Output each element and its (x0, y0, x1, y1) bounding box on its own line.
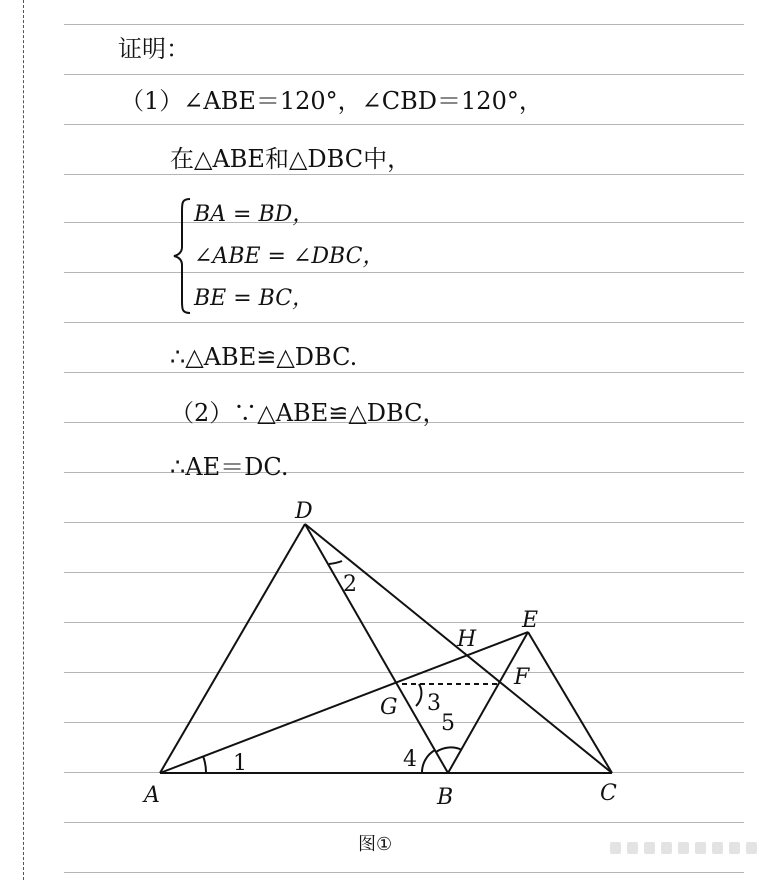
condition-3: BE = BC， (194, 286, 315, 311)
angle-arc-5 (436, 747, 462, 752)
part1-given: （1）∠ABE＝120°，∠CBD＝120°， (120, 87, 543, 115)
faint-bar (746, 842, 757, 854)
point-label-B: B (437, 785, 454, 810)
faint-bar (695, 842, 706, 854)
point-label-F: F (514, 665, 530, 690)
segment-AE (160, 632, 528, 773)
angle-arc-1 (203, 756, 206, 773)
part2-since: （2）∵△ABE≌△DBC， (170, 399, 447, 427)
angle-label-1: 1 (233, 751, 247, 776)
angle-label-2: 2 (343, 572, 357, 597)
segment-BE (448, 632, 528, 773)
part1-intro: 在△ABE和△DBC中， (170, 145, 412, 173)
segment-DB (305, 524, 448, 773)
angle-label-5: 5 (441, 711, 455, 736)
part2-conclusion: ∴AE＝DC. (170, 453, 289, 481)
part1-conclusion: ∴△ABE≌△DBC. (170, 343, 358, 371)
condition-1: BA = BD， (194, 202, 315, 227)
faint-bar (729, 842, 740, 854)
faint-bar (610, 842, 621, 854)
angle-arc-3 (416, 684, 421, 706)
point-label-H: H (457, 627, 477, 652)
condition-2: ∠ABE = ∠DBC， (194, 244, 385, 269)
segment-EC (528, 632, 612, 773)
angle-label-3: 3 (427, 691, 441, 716)
point-label-C: C (600, 781, 617, 806)
faint-bar (712, 842, 723, 854)
angle-arc-4 (422, 750, 435, 773)
angle-arc-2 (329, 561, 342, 564)
proof-title: 证明： (118, 35, 190, 63)
faint-bar (678, 842, 689, 854)
point-label-A: A (144, 783, 160, 808)
angle-label-4: 4 (403, 747, 417, 772)
faint-bar (627, 842, 638, 854)
figure-caption: 图① (358, 834, 393, 855)
faint-bar (661, 842, 672, 854)
segment-AD (160, 524, 305, 773)
point-label-E: E (522, 608, 539, 633)
point-label-D: D (295, 499, 313, 524)
faint-bar (644, 842, 655, 854)
point-label-G: G (380, 695, 398, 720)
